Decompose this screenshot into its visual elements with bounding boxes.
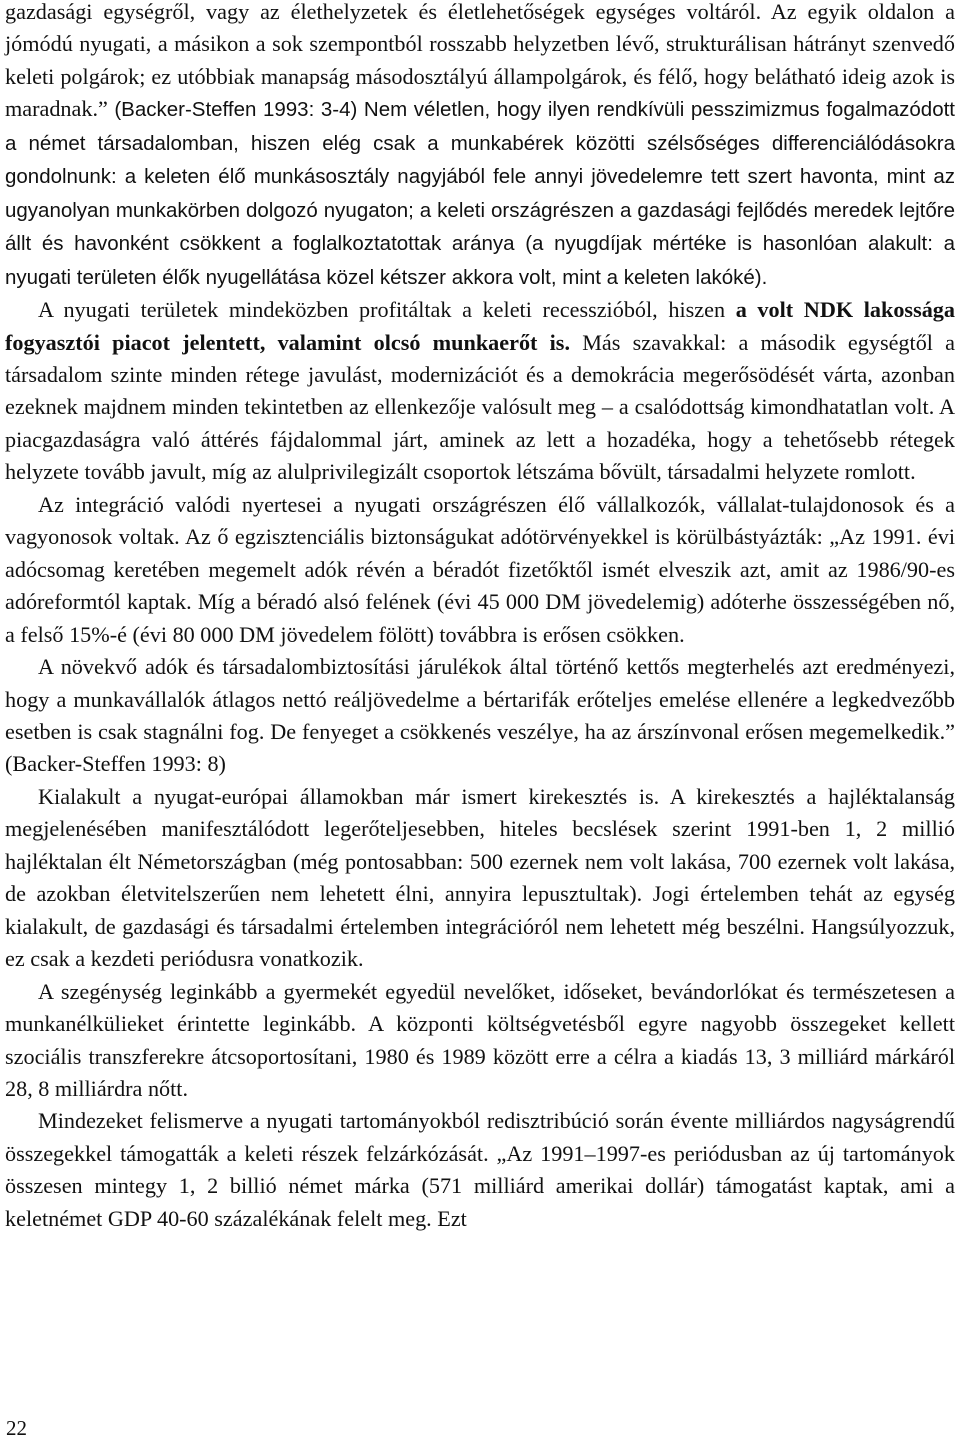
paragraph [5, 0, 955, 294]
body-text: gazdasági egységről, vagy az élethelyzetek és életlehetőségek egységes voltáról. Az egyik oldalon a jómódú nyugati, a másikon a sok szempontból rosszabb helyzetben lévő, strukturálisan hátrányt szenvedő keleti polgárok; ez utóbbiak manapság másodosztályú állampolgárok, és félő, hogy belátható ideig azok is maradnak.” [5, 0, 955, 122]
bold-text: a volt NDK lakossága fogyasztói piacot jelentett, valamint olcsó munkaerőt is. [5, 297, 955, 355]
page-number: 22 [6, 1416, 27, 1440]
body-text: Kialakult a nyugat-európai államokban már ismert kirekesztés is. A kirekesztés a hajléktalanság megjelenésében manifesztálódott legerőteljesebben, hiteles becslések szerint 1991-ben 1, 2 millió hajléktalan élt Németországban (még pontosabban: 500 ezernek nem volt lakása, 700 ezernek volt lakása, de azokban életvitelszerűen nem lehetett élni, annyira lepusztultak). Jogi értelemben tehát az egység kialakult, de gazdasági és társadalmi értelemben integrációról nem lehetett még beszélni. Hangsúlyozzuk, ez csak a kezdeti periódusra vonatkozik. [5, 783, 955, 972]
paragraph [5, 976, 955, 1106]
paragraph [5, 489, 955, 651]
citation-text: (Backer-Steffen 1993: 3-4) Nem véletlen, hogy ilyen rendkívüli pesszimizmus fogalmazódott a német társadalomban, hiszen elég csak a munkabérek közötti szélsőséges differenciálódásokra gondolnunk: a keleten élő munkásosztály nagyjából fele annyi jövedelemre tett szert havonta, mint az ugyanolyan munkakörben dolgozó nyugaton; a keleti országrészen a gazdasági fejlődés meredek lejtőre állt és havonként csökkent a foglalkoztatottak aránya (a nyugdíjak mértéke is hasonlóan alakult: a nyugati területen élők nyugellátása közel kétszer akkora volt, mint a keleten lakóké). [5, 98, 955, 289]
body-text: A nyugati területek mindeközben profitáltak a keleti recesszióból, hiszen [38, 297, 736, 323]
paragraph [5, 651, 955, 781]
paragraph [5, 1105, 955, 1235]
body-text: Mindezeket felismerve a nyugati tartományokból redisztribúció során évente milliárdos nagyságrendű összegekkel támogatták a keleti részek felzárkózását. „Az 1991–1997-es periódusban az új tartományok összesen mintegy 1, 2 billió német márka (571 milliárd amerikai dollár) támogatást kaptak, ami a keletnémet GDP 40-60 százalékának felelt meg. Ezt [5, 1108, 955, 1231]
body-text: Más szavakkal: a második egységtől a társadalom szinte minden rétege javulást, modernizációt és a demokrácia megerősödését várta, azonban ezeknek majdnem minden tekintetben az ellenkezője valósult meg – a csalódottság kimondhatatlan volt. A piacgazdaságra való áttérés fájdalommal járt, aminek az lett a hozadéka, hogy a tehetősebb rétegek helyzete tovább javult, míg az alulprivilegizált csoportok létszáma bővült, társadalmi helyzete romlott. [5, 329, 956, 485]
body-text: A szegénység leginkább a gyermekét egyedül nevelőket, időseket, bevándorlókat és természetesen a munkanélkülieket érintette leginkább. A központi költségvetésből egyre nagyobb összegeket kellett szociális transzferekre átcsoportosítani, 1980 és 1989 között erre a célra a kiadás 13, 3 milliárd márkáról 28, 8 milliárdra nőtt. [5, 978, 955, 1101]
paragraph [5, 294, 955, 489]
body-text: Az integráció valódi nyertesei a nyugati országrészen élő vállalkozók, vállalat-tulajdonosok és a vagyonosok voltak. Az ő egzisztenciális biztonságukat adótörvényekkel is körülbástyázták: „Az 1991. évi adócsomag keretében megemelt adók révén a béradót fizetőktől ismét elveszik azt, amit az 1986/90-es adóreformtól kaptak. Míg a béradó alsó felének (évi 45 000 DM jövedelemig) adóterhe összességében nő, a felső 15%-é (évi 80 000 DM jövedelem fölött) továbbra is erősen csökken. [5, 491, 955, 647]
body-text: A növekvő adók és társadalombiztosítási járulékok által történő kettős megterhelés azt eredményezi, hogy a munkavállalók átlagos nettó reáljövedelme a bértarifák erőteljes emelése ellenére a legkedvezőbb esetben is csak stagnálni fog. De fenyeget a csökkenés veszélye, ha az árszínvonal erősen megemelkedik.” (Backer-Steffen 1993: 8) [5, 654, 955, 777]
page-body [5, 0, 955, 1235]
paragraph [5, 781, 955, 976]
